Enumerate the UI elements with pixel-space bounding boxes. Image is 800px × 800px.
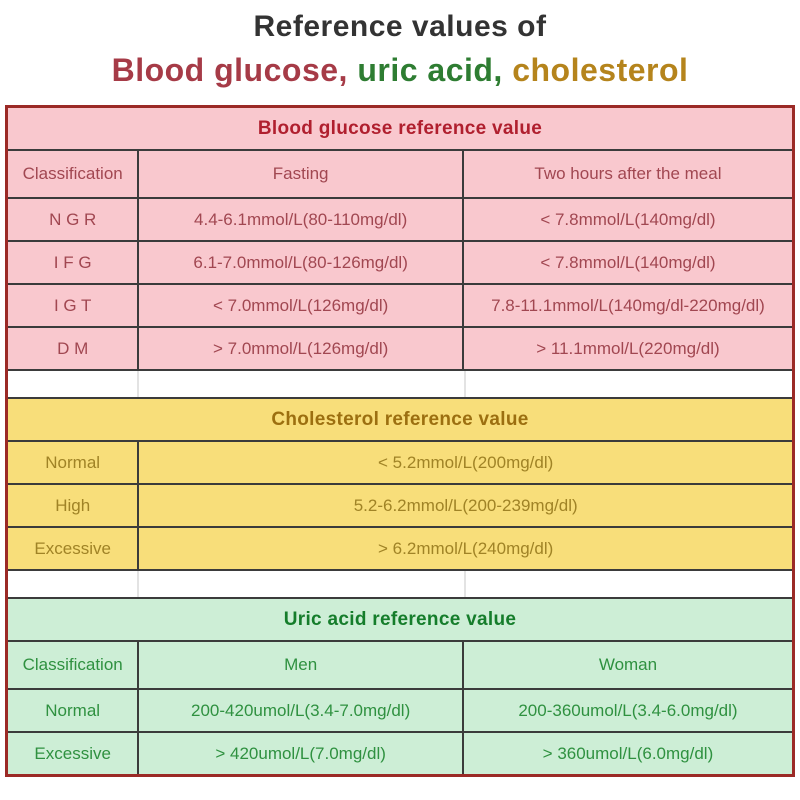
table-header-cell: Fasting xyxy=(137,151,462,197)
table-cell: < 7.0mmol/L(126mg/dl) xyxy=(137,285,462,326)
table-row xyxy=(8,688,792,731)
table-gap xyxy=(8,571,792,597)
table-cell: I G T xyxy=(53,295,92,315)
page-heading xyxy=(0,0,800,92)
table-cell: 6.1-7.0mmol/L(80-126mg/dl) xyxy=(137,242,462,283)
table-cell: 5.2-6.2mmol/L(200-239mg/dl) xyxy=(137,485,792,526)
title-part-cholesterol: cholesterol xyxy=(502,52,689,88)
table-row xyxy=(8,326,792,369)
column-guide-line xyxy=(137,571,139,597)
table-row xyxy=(8,483,792,526)
table-cell: < 7.8mmol/L(140mg/dl) xyxy=(462,242,792,283)
table-cholesterol xyxy=(8,397,792,571)
table-cell: Normal xyxy=(45,700,101,720)
table-row xyxy=(8,640,792,688)
table-cell: N G R xyxy=(49,209,97,229)
title-part-blood-glucose: Blood glucose, xyxy=(111,52,348,88)
table-header-cell: Classification xyxy=(22,164,123,183)
table-cell: > 7.0mmol/L(126mg/dl) xyxy=(137,328,462,369)
table-row xyxy=(8,197,792,240)
table-cell: 200-360umol/L(3.4-6.0mg/dl) xyxy=(462,690,792,731)
table-title: Uric acid reference value xyxy=(283,608,517,630)
table-title: Blood glucose reference value xyxy=(257,117,543,139)
table-cell: > 11.1mmol/L(220mg/dl) xyxy=(462,328,792,369)
column-guide-line xyxy=(464,571,466,597)
table-gap xyxy=(8,371,792,397)
table-cell: Excessive xyxy=(34,743,111,763)
table-header-cell: Woman xyxy=(462,642,792,688)
table-title: Cholesterol reference value xyxy=(271,408,529,430)
table-cell: > 6.2mmol/L(240mg/dl) xyxy=(137,528,792,569)
table-uric-acid xyxy=(8,597,792,774)
reference-tables xyxy=(5,105,795,777)
table-cell: < 7.8mmol/L(140mg/dl) xyxy=(462,199,792,240)
page-title-line1: Reference values of xyxy=(253,10,547,43)
table-cell: Excessive xyxy=(34,538,111,558)
table-cell: D M xyxy=(57,338,89,358)
table-row xyxy=(8,240,792,283)
table-header-cell: Men xyxy=(137,642,462,688)
column-guide-line xyxy=(464,371,466,397)
table-row xyxy=(8,526,792,569)
table-row xyxy=(8,440,792,483)
title-part-uric-acid: uric acid, xyxy=(347,52,503,88)
page-title-line2 xyxy=(0,48,800,92)
table-cell: > 360umol/L(6.0mg/dl) xyxy=(462,733,792,774)
table-cell: 200-420umol/L(3.4-7.0mg/dl) xyxy=(137,690,462,731)
table-header-cell: Two hours after the meal xyxy=(462,151,792,197)
table-cell: I F G xyxy=(53,252,92,272)
table-cell: > 420umol/L(7.0mg/dl) xyxy=(137,733,462,774)
table-cell: < 5.2mmol/L(200mg/dl) xyxy=(137,442,792,483)
table-cell: Normal xyxy=(45,452,101,472)
column-guide-line xyxy=(137,371,139,397)
table-blood-glucose xyxy=(8,108,792,371)
table-header-cell: Classification xyxy=(22,655,123,674)
table-row xyxy=(8,731,792,774)
table-cell: 4.4-6.1mmol/L(80-110mg/dl) xyxy=(137,199,462,240)
table-cell: High xyxy=(55,495,91,515)
table-cell: 7.8-11.1mmol/L(140mg/dl-220mg/dl) xyxy=(462,285,792,326)
table-row xyxy=(8,149,792,197)
table-row xyxy=(8,283,792,326)
